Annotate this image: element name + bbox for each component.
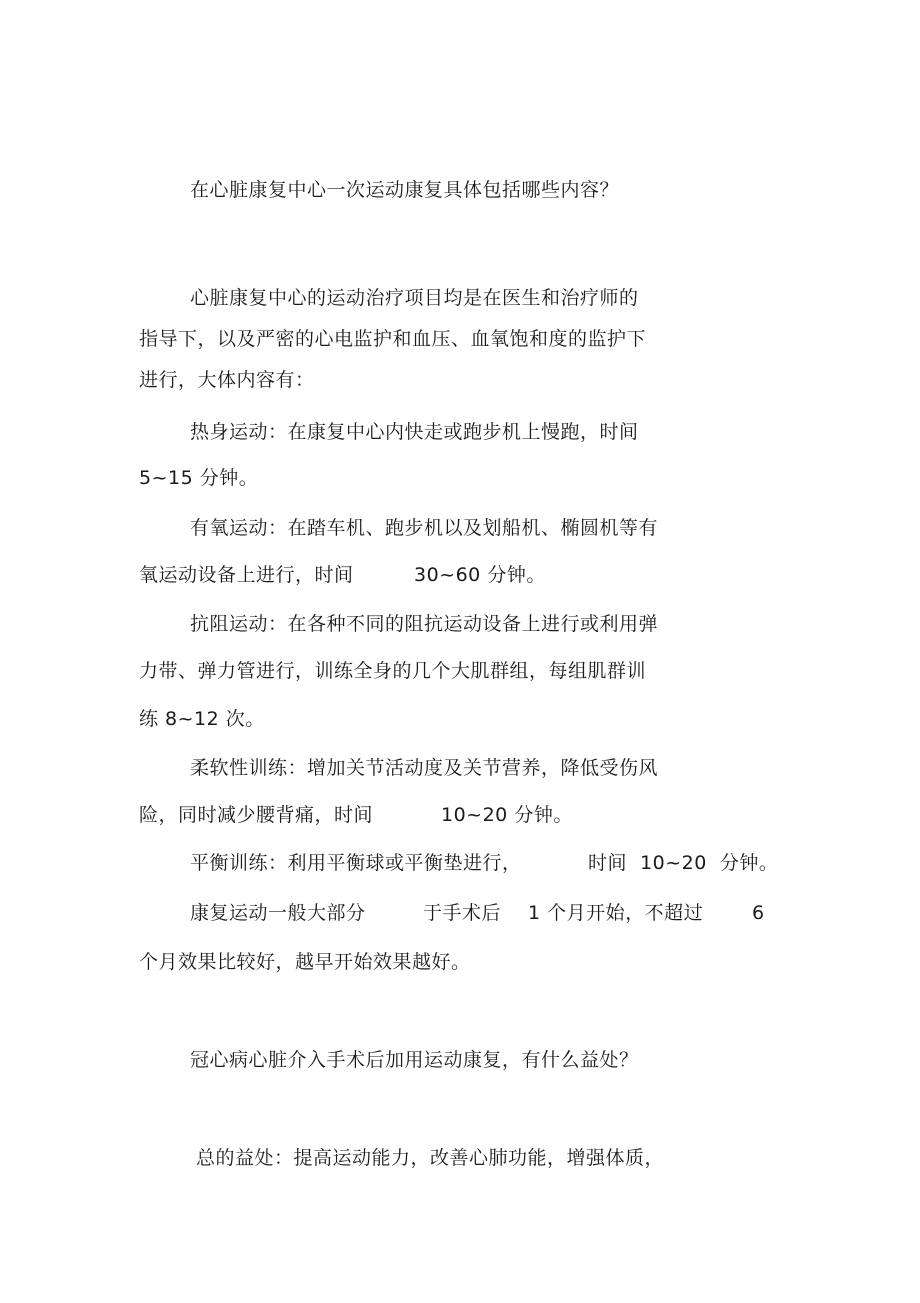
- resistance-line-1: 抗阻运动：在各种不同的阻抗运动设备上进行或利用弹: [190, 613, 659, 635]
- intro-line-2: 指导下，以及严密的心电监护和血压、血氧饱和度的监护下: [139, 328, 647, 350]
- question-heading-2: 冠心病心脏介入手术后加用运动康复，有什么益处？: [190, 1049, 639, 1071]
- aerobic-line-2-start: 氧运动设备上进行，时间: [139, 564, 354, 586]
- timing-line-1-b: 于手术后: [423, 902, 502, 924]
- timing-line-1-d: 6: [752, 902, 765, 924]
- warmup-line-2: 5~15 分钟。: [139, 467, 259, 489]
- timing-line-2: 个月效果比较好，越早开始效果越好。: [139, 951, 471, 973]
- timing-line-1-a: 康复运动一般大部分: [190, 902, 366, 924]
- intro-line-3: 进行，大体内容有：: [139, 369, 315, 391]
- flexibility-line-2-end: 10~20 分钟。: [441, 804, 573, 826]
- flexibility-line-2-start: 险，同时减少腰背痛，时间: [139, 804, 374, 826]
- flexibility-line-1: 柔软性训练：增加关节活动度及关节营养，降低受伤风: [190, 757, 659, 779]
- balance-line-1-start: 平衡训练：利用平衡球或平衡垫进行，: [190, 852, 522, 874]
- timing-line-1-c: 1 个月开始，不超过: [528, 902, 704, 924]
- aerobic-line-1: 有氧运动：在踏车机、跑步机以及划船机、椭圆机等有: [190, 517, 659, 539]
- intro-line-1: 心脏康复中心的运动治疗项目均是在医生和治疗师的: [190, 287, 639, 309]
- resistance-line-3: 练 8~12 次。: [139, 708, 265, 730]
- question-heading-1: 在心脏康复中心一次运动康复具体包括哪些内容？: [190, 179, 620, 201]
- resistance-line-2: 力带、弹力管进行，训练全身的几个大肌群组，每组肌群训: [139, 660, 647, 682]
- aerobic-line-2-end: 30~60 分钟。: [414, 564, 546, 586]
- balance-line-1-end: 时间 10~20 分钟。: [588, 852, 779, 874]
- warmup-line-1: 热身运动：在康复中心内快走或跑步机上慢跑，时间: [190, 421, 639, 443]
- benefit-line-1: 总的益处：提高运动能力，改善心肺功能，增强体质，: [196, 1147, 665, 1169]
